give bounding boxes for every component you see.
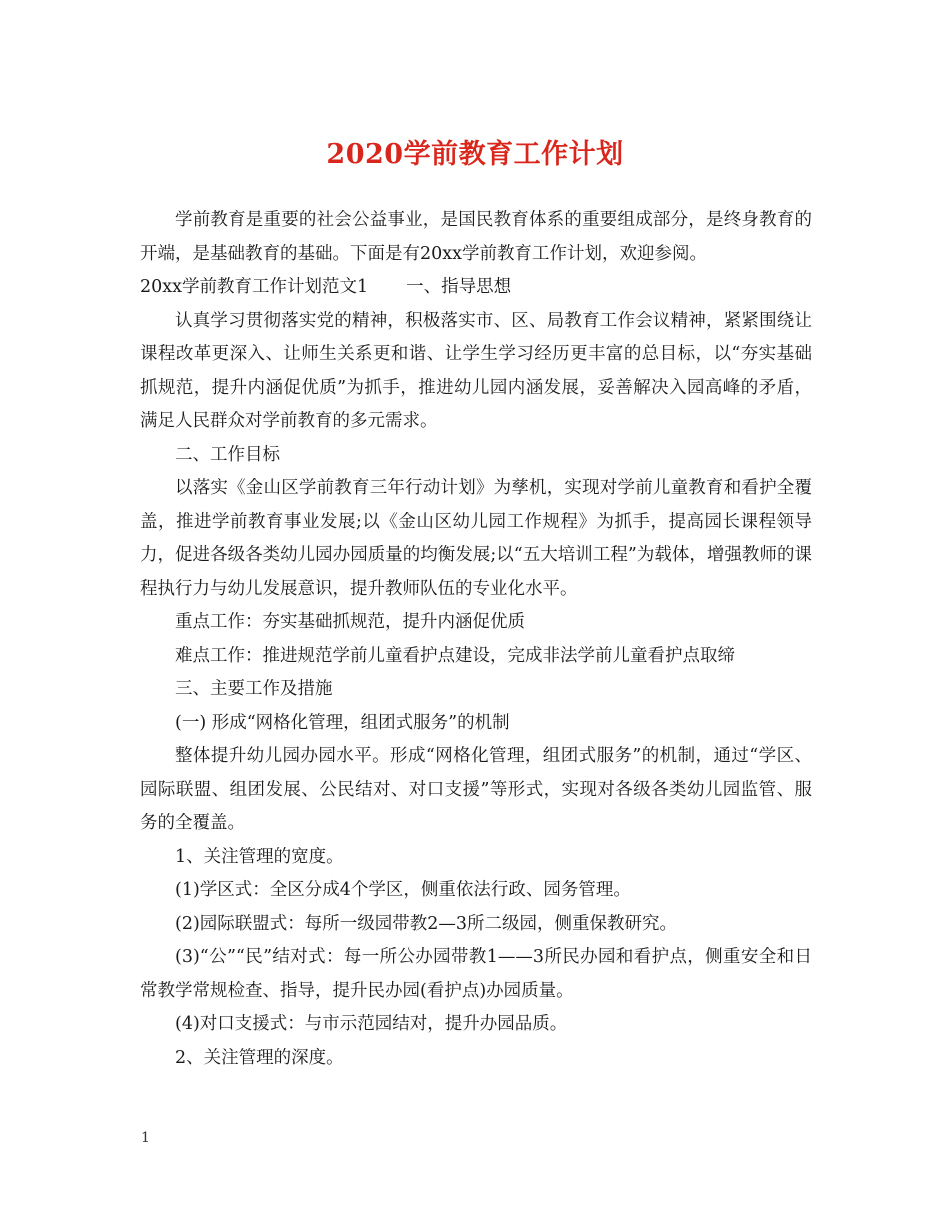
paragraph-intro: 学前教育是重要的社会公益事业，是国民教育体系的重要组成部分，是终身教育的开端，是基础教育的基础。下面是有20xx学前教育工作计划，欢迎参阅。 — [140, 210, 812, 264]
section-heading-work-goals: 二、工作目标 — [175, 444, 280, 465]
document-body — [140, 204, 812, 1075]
list-item-support: (4)对口支援式：与市示范园结对，提升办园品质。 — [175, 1014, 568, 1034]
paragraph-guiding-ideology: 认真学习贯彻落实党的精神，积极落实市、区、局教育工作会议精神，紧紧围绕让课程改革更深入、让师生关系更和谐、让学生学习经历更丰富的总目标，以“夯实基础抓规范，提升内涵促优质”为抓手，推进幼儿园内涵发展，妥善解决入园高峰的矛盾，满足人民群众对学前教育的多元需求。 — [140, 310, 812, 431]
list-item-public-private: (3)“公”“民”结对式：每一所公办园带教1——3所民办园和看护点，侧重安全和日常教学常规检查、指导，提升民办园(看护点)办园质量。 — [140, 947, 812, 1001]
sample-heading: 20xx学前教育工作计划范文1 — [140, 277, 369, 297]
document-title: 2020学前教育工作计划 — [326, 139, 624, 170]
paragraph-difficult-work: 难点工作：推进规范学前儿童看护点建设，完成非法学前儿童看护点取缔 — [175, 645, 735, 666]
page-number: 1 — [141, 1130, 150, 1146]
paragraph-section-heading — [140, 271, 812, 305]
item-heading-depth: 2、关注管理的深度。 — [175, 1047, 344, 1068]
paragraph-grid-management: 整体提升幼儿园办园水平。形成“网格化管理，组团式服务”的机制，通过“学区、园际联盟、组团发展、公民结对、对口支援”等形式，实现对各级各类幼儿园监管、服务的全覆盖。 — [140, 746, 812, 833]
item-heading-breadth: 1、关注管理的宽度。 — [175, 846, 344, 867]
subsection-heading-grid-management: (一) 形成“网格化管理，组团式服务”的机制 — [175, 712, 510, 733]
section-heading-main-measures: 三、主要工作及措施 — [175, 679, 333, 699]
list-item-district: (1)学区式：全区分成4个学区，侧重依法行政、园务管理。 — [175, 880, 631, 900]
section-heading-guiding-ideology: 一、指导思想 — [406, 277, 512, 297]
list-item-alliance: (2)园际联盟式：每所一级园带教2—3所二级园，侧重保教研究。 — [175, 913, 678, 934]
paragraph-work-goals: 以落实《金山区学前教育三年行动计划》为孳机，实现对学前儿童教育和看护全覆盖，推进学前教育事业发展;以《金山区幼儿园工作规程》为抓手，提高园长课程领导力，促进各级各类幼儿园办园质量的均衡发展;以“五大培训工程”为载体，增强教师的课程执行力与幼儿发展意识，提升教师队伍的专业化水平。 — [140, 478, 812, 599]
paragraph-key-work: 重点工作：夯实基础抓规范，提升内涵促优质 — [175, 612, 525, 632]
